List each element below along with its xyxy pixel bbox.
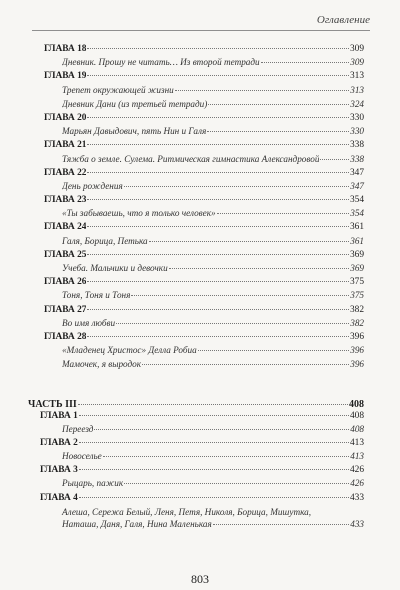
chapter-title: ГЛАВА 21 (44, 140, 87, 151)
section-title: Новоселье (62, 451, 102, 462)
dot-leader (175, 90, 349, 91)
chapter-title: ГЛАВА 19 (44, 71, 87, 82)
chapter-title: ГЛАВА 4 (40, 492, 78, 503)
dot-leader (142, 364, 349, 365)
toc-section[interactable] (62, 359, 364, 370)
section-title: Галя, Борица, Петька (62, 235, 148, 246)
section-title: Переезд (62, 423, 94, 434)
toc-chapter[interactable] (40, 465, 364, 476)
dot-leader (207, 131, 349, 132)
dot-leader (124, 186, 349, 187)
dot-leader (78, 404, 348, 405)
section-title: Марьян Давыдович, пять Нин и Галя (62, 126, 207, 137)
dot-leader (79, 469, 349, 470)
toc-chapter[interactable] (44, 222, 364, 233)
dot-leader (87, 336, 348, 337)
toc-chapter[interactable] (44, 195, 364, 206)
chapter-page: 309 (349, 44, 364, 54)
toc-chapter[interactable] (44, 305, 364, 316)
section-page: 433 (350, 519, 364, 530)
part-title: ЧАСТЬ III (28, 398, 77, 410)
toc-chapter[interactable] (44, 44, 364, 55)
chapter-title: ГЛАВА 25 (44, 249, 87, 260)
toc-chapter[interactable] (40, 493, 364, 504)
dot-leader (79, 415, 349, 416)
toc-section[interactable] (62, 345, 364, 356)
dot-leader (87, 144, 348, 145)
chapter-page: 426 (349, 465, 364, 476)
dot-leader (94, 429, 349, 430)
dot-leader (87, 281, 348, 282)
toc-chapter[interactable] (44, 168, 364, 179)
chapter-title: ГЛАВА 27 (44, 304, 87, 315)
dot-leader (87, 309, 348, 310)
chapter-page: 338 (349, 140, 364, 151)
dot-leader (169, 268, 350, 269)
chapter-title: ГЛАВА 2 (40, 437, 78, 448)
section-title: Во имя любви (62, 317, 116, 328)
section-page: 396 (350, 345, 364, 356)
section-title: «Ты забываешь, что я только человек» (62, 208, 216, 219)
section-title: Трепет окружающей жизни (62, 84, 174, 95)
chapter-title: ГЛАВА 1 (40, 410, 78, 421)
section-title: Рыцарь, пажик (62, 478, 124, 489)
chapter-page: 408 (349, 410, 364, 421)
section-page: 408 (350, 423, 364, 434)
dot-leader (217, 213, 350, 214)
toc-section[interactable] (62, 126, 364, 137)
toc-part[interactable] (28, 398, 364, 411)
section-page: 382 (350, 317, 364, 328)
chapter-title: ГЛАВА 26 (44, 277, 87, 288)
running-header (32, 14, 370, 31)
toc-section[interactable] (62, 99, 364, 110)
dot-leader (198, 350, 350, 351)
toc-section[interactable] (62, 424, 364, 435)
section-title: Мамочек, я выродок (62, 359, 142, 370)
spacer (0, 374, 400, 398)
chapter-page: 375 (349, 277, 364, 288)
dot-leader (320, 159, 349, 160)
section-page: 369 (350, 263, 364, 273)
chapter-title: ГЛАВА 18 (44, 44, 87, 54)
toc-section[interactable] (62, 478, 364, 489)
dot-leader (213, 524, 349, 525)
section-title: День рождения (62, 180, 123, 191)
chapter-title: ГЛАВА 23 (44, 195, 87, 206)
toc-section[interactable] (62, 236, 364, 247)
chapter-page: 382 (349, 304, 364, 315)
table-of-contents (0, 44, 400, 534)
section-title: Дневник. Прошу не читать… Из второй тетради (62, 57, 260, 68)
part3-list (0, 411, 400, 504)
dot-leader (149, 241, 350, 242)
dot-leader (261, 62, 350, 63)
section-title: Учеба. Мальчики и девочки (62, 263, 168, 273)
dot-leader (79, 497, 349, 498)
chapter-title: ГЛАВА 20 (44, 112, 87, 123)
toc-chapter[interactable] (40, 411, 364, 422)
toc-section[interactable] (62, 506, 364, 531)
part-page: 408 (349, 398, 364, 410)
page-number: 803 (191, 572, 209, 586)
toc-chapter[interactable] (44, 332, 364, 343)
toc-section[interactable] (62, 154, 364, 165)
chapter-page: 330 (349, 112, 364, 123)
part2-list (0, 44, 400, 371)
toc-chapter[interactable] (44, 113, 364, 124)
dot-leader (103, 456, 349, 457)
dot-leader (87, 254, 348, 255)
dot-leader (208, 104, 349, 105)
section-title: «Младенец Христос» Делла Робиа (62, 345, 197, 356)
section-page: 330 (350, 126, 364, 137)
dot-leader (87, 75, 348, 76)
section-page: 313 (350, 84, 364, 95)
toc-section[interactable] (62, 263, 364, 274)
section-page: 354 (350, 208, 364, 219)
section-line2 (62, 518, 364, 531)
section-title: Дневник Дани (из третьей тетради) (62, 98, 208, 109)
chapter-page: 361 (349, 222, 364, 233)
chapter-page: 347 (349, 167, 364, 178)
toc-chapter[interactable] (44, 140, 364, 151)
dot-leader (87, 172, 348, 173)
chapter-page: 396 (349, 331, 364, 342)
section-page: 426 (350, 478, 364, 489)
dot-leader (87, 226, 348, 227)
section-page: 347 (350, 180, 364, 191)
section-page: 338 (350, 153, 364, 164)
chapter-page: 313 (349, 71, 364, 82)
section-page: 396 (350, 359, 364, 370)
chapter-page: 433 (349, 492, 364, 503)
toc-section[interactable] (62, 181, 364, 192)
dot-leader (116, 323, 349, 324)
section-title: Тоня, Тоня и Тоня (62, 290, 131, 301)
section-page: 361 (350, 235, 364, 246)
dot-leader (87, 117, 348, 118)
dot-leader (87, 199, 348, 200)
chapter-title: ГЛАВА 3 (40, 465, 78, 476)
toc-section[interactable] (62, 57, 364, 68)
chapter-page: 413 (349, 437, 364, 448)
section-page: 309 (350, 57, 364, 68)
chapter-title: ГЛАВА 24 (44, 222, 87, 233)
section-title-line2: Наташа, Даня, Галя, Нина Маленькая (62, 519, 212, 530)
dot-leader (87, 48, 348, 49)
dot-leader (131, 295, 349, 296)
chapter-page: 354 (349, 195, 364, 206)
chapter-page: 369 (349, 249, 364, 260)
toc-chapter[interactable] (44, 277, 364, 288)
chapter-title: ГЛАВА 22 (44, 167, 87, 178)
toc-section[interactable] (62, 85, 364, 96)
dot-leader (124, 483, 349, 484)
dot-leader (79, 442, 349, 443)
section-page: 324 (350, 98, 364, 109)
section-title: Тяжба о земле. Сулема. Ритмическая гимнастика Александровой (62, 153, 320, 164)
section-title-line1: Алеша, Сережа Белый, Леня, Петя, Николя, Борица, Мишутка, (62, 506, 312, 517)
section-page: 375 (350, 290, 364, 301)
toc-section[interactable] (62, 208, 364, 219)
toc-chapter[interactable] (40, 438, 364, 449)
toc-chapter[interactable] (44, 71, 364, 82)
chapter-title: ГЛАВА 28 (44, 331, 87, 342)
toc-chapter[interactable] (44, 250, 364, 261)
header-title: Оглавление (316, 14, 370, 26)
section-page: 413 (350, 451, 364, 462)
toc-section[interactable] (62, 451, 364, 462)
toc-section[interactable] (62, 290, 364, 301)
toc-section[interactable] (62, 318, 364, 329)
